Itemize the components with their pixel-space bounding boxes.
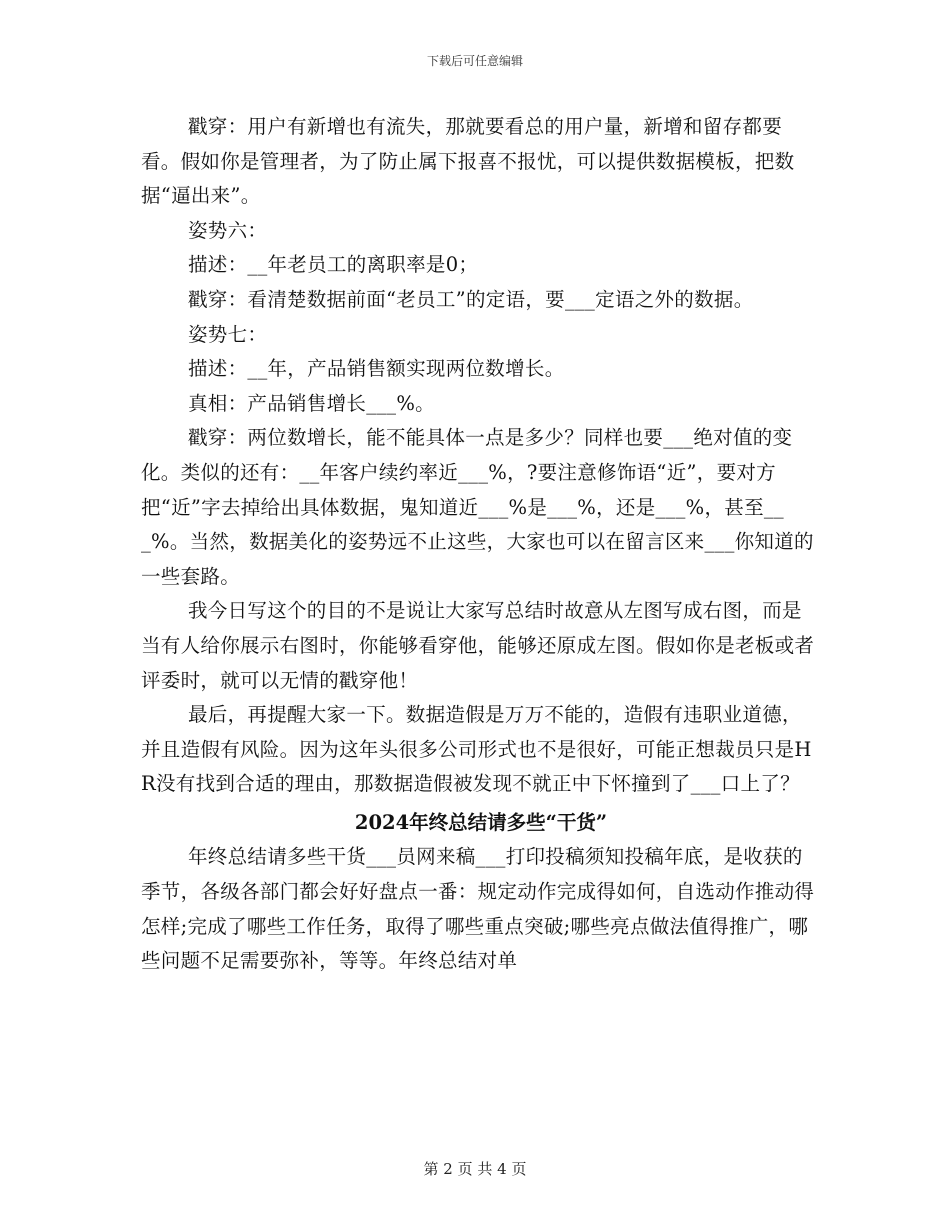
paragraph-reminder: 最后，再提醒大家一下。数据造假是万万不能的，造假有违职业道德，并且造假有风险。因为这年头很多公司形式也不是很好，可能正想裁员只是HR没有找到合适的理由，那数据造假被发现不就正中下怀撞到了___口上了？ — [141, 703, 812, 796]
paragraph-purpose: 我今日写这个的目的不是说让大家写总结时故意从左图写成右图，而是当有人给你展示右图时，你能够看穿他，能够还原成左图。假如你是老板或者评委时，就可以无情的戳穿他！ — [141, 599, 815, 692]
paragraph-expose-users: 戳穿：用户有新增也有流失，那就要看总的用户量，新增和留存都要看。假如你是管理者，为了防止属下报喜不报忧，可以提供数据模板，把数据“逼出来”。 — [141, 115, 795, 208]
paragraph-description-seven: 描述：__年，产品销售额实现两位数增长。 — [188, 357, 565, 381]
page-header: 下载后可任意编辑 — [426, 54, 523, 68]
page-footer: 第 2 页 共 4 页 — [423, 1160, 527, 1178]
paragraph-expose-seven: 戳穿：两位数增长，能不能具体一点是多少？同样也要___绝对值的变化。类似的还有：__年客户续约率近___%，?要注意修饰语“近”，要对方把“近”字去掉给出具体数据，鬼知道近___%是___%，还是___%，甚至___%。当然，数据美化的姿势远不止这些，大家也可以在留言区来___你知道的一些套路。 — [141, 426, 814, 588]
paragraph-truth-seven: 真相：产品销售增长___%。 — [188, 391, 435, 415]
paragraph-section-intro: 年终总结请多些干货___员网来稿___打印投稿须知投稿年底，是收获的季节，各级各部门都会好好盘点一番：规定动作完成得如何，自选动作推动得怎样;完成了哪些工作任务，取得了哪些重点突破;哪些亮点做法值得推广，哪些问题不足需要弥补，等等。年终总结对单 — [141, 845, 815, 973]
document-body — [141, 110, 821, 979]
paragraph-expose-six: 戳穿：看清楚数据前面“老员工”的定语，要___定语之外的数据。 — [188, 287, 754, 311]
section-title: 2024年终总结请多些“干货” — [354, 810, 608, 834]
paragraph-pose-six: 姿势六： — [188, 218, 268, 242]
paragraph-description-six: 描述：__年老员工的离职率是0； — [188, 253, 479, 277]
paragraph-pose-seven: 姿势七： — [188, 322, 268, 346]
